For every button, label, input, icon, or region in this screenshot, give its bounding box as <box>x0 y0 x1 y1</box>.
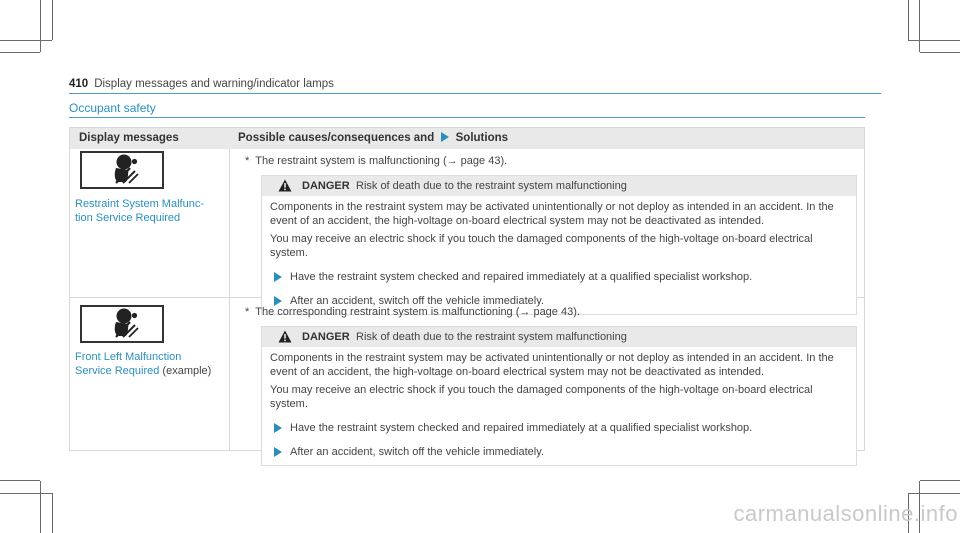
footnote-text: The corresponding restraint system is malfunctioning (→ page 43). <box>255 306 580 318</box>
crop-mark <box>0 480 40 481</box>
page-header-title: Display messages and warning/indicator lamps <box>94 78 334 90</box>
action-arrow-icon <box>273 272 282 282</box>
action-arrow-icon <box>273 447 282 457</box>
action-step-text: After an accident, switch off the vehicle immediately. <box>290 295 544 307</box>
section-title: Occupant safety <box>69 101 156 115</box>
message-line-part: tion Service Required <box>75 212 181 224</box>
crop-mark <box>920 480 960 481</box>
crop-mark <box>0 52 40 53</box>
footnote <box>245 306 580 318</box>
crop-mark <box>40 481 41 533</box>
airbag-warning-icon <box>80 151 164 189</box>
crop-mark <box>908 40 960 41</box>
crop-mark <box>0 493 52 494</box>
message-line-part: Service Required <box>75 365 160 377</box>
danger-header <box>262 327 856 347</box>
danger-body <box>262 196 856 314</box>
display-message-front-left <box>75 350 211 378</box>
action-step-text: Have the restraint system checked and repaired immediately at a qualified specialist workshop. <box>290 422 753 434</box>
danger-label: DANGER <box>302 331 350 343</box>
messages-table <box>69 127 865 458</box>
crop-mark <box>908 493 960 494</box>
message-line <box>75 211 204 225</box>
danger-notice <box>261 326 857 466</box>
crop-mark <box>919 0 920 52</box>
footnote <box>245 155 507 167</box>
footnote-text: The restraint system is malfunctioning (→ page 43). <box>255 155 508 167</box>
danger-paragraph: You may receive an electric shock if you touch the damaged components of the high-voltage on-board electrical system. <box>270 384 813 410</box>
danger-label: DANGER <box>302 180 350 192</box>
column-header-causes-prefix: Possible causes/consequences and <box>238 132 435 144</box>
airbag-warning-icon <box>80 305 164 343</box>
danger-title: Risk of death due to the restraint system malfunctioning <box>356 331 627 343</box>
action-step-text: After an accident, switch off the vehicle immediately. <box>290 446 544 458</box>
footnote-marker: * <box>245 155 250 167</box>
crop-mark <box>920 52 960 53</box>
action-arrow-icon <box>273 296 282 306</box>
display-message-restraint-system <box>75 197 204 225</box>
danger-title: Risk of death due to the restraint system malfunctioning <box>356 180 627 192</box>
page-header <box>69 78 334 90</box>
crop-mark <box>52 0 53 40</box>
message-example: (example) <box>159 365 212 377</box>
column-header-causes-solutions <box>238 132 508 144</box>
section-rule <box>69 117 865 118</box>
column-divider <box>229 149 230 451</box>
message-line: Front Left Malfunction <box>75 351 182 363</box>
danger-body <box>262 347 856 465</box>
message-line <box>75 364 211 378</box>
column-header-solutions: Solutions <box>455 132 509 144</box>
message-line: Restraint System Malfunc- <box>75 198 204 210</box>
action-step <box>270 421 846 435</box>
page-number: 410 <box>69 78 89 90</box>
action-step-text: Have the restraint system checked and repaired immediately at a qualified specialist workshop. <box>290 271 753 283</box>
warning-triangle-icon <box>278 330 292 343</box>
table-header <box>70 128 864 149</box>
crop-mark <box>40 0 41 52</box>
action-step <box>270 270 846 284</box>
action-arrow-icon <box>440 132 449 142</box>
warning-triangle-icon <box>278 179 292 192</box>
action-step <box>270 445 846 459</box>
danger-notice <box>261 175 857 315</box>
watermark: carmanualsonline.info <box>733 501 958 526</box>
action-arrow-icon <box>273 423 282 433</box>
danger-header <box>262 176 856 196</box>
crop-mark <box>52 493 53 533</box>
crop-mark <box>0 40 52 41</box>
danger-paragraph: Components in the restraint system may be activated unintentionally or not deploy as intended in an accident. In the event of an accident, the high-voltage on-board electrical system may not be deactivated as intended. <box>270 352 834 378</box>
column-header-display-messages: Display messages <box>79 132 179 144</box>
danger-paragraph: Components in the restraint system may be activated unintentionally or not deploy as intended in an accident. In the event of an accident, the high-voltage on-board electrical system may not be deactivated as intended. <box>270 201 834 227</box>
crop-mark <box>908 0 909 40</box>
header-rule <box>69 93 881 94</box>
danger-paragraph: You may receive an electric shock if you touch the damaged components of the high-voltage on-board electrical system. <box>270 233 813 259</box>
footnote-marker: * <box>245 306 250 318</box>
